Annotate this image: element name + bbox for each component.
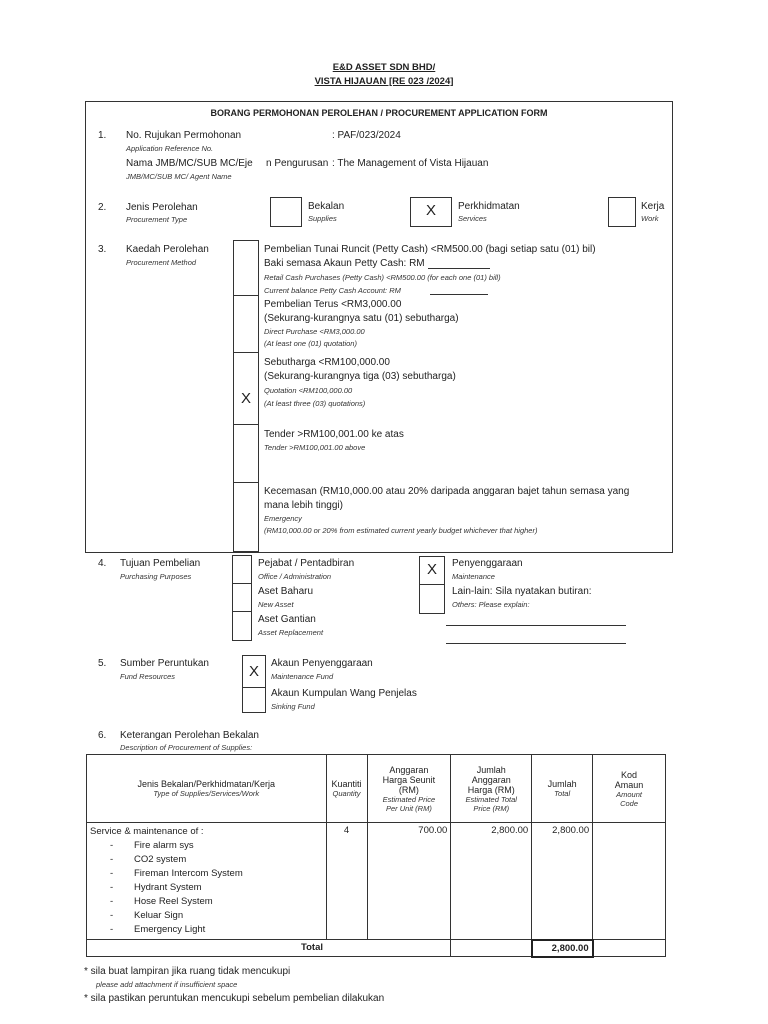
option-work-label-en: Work	[641, 214, 659, 223]
ref-label: No. Rujukan Permohonan	[126, 130, 242, 141]
section-6-number: 6.	[98, 730, 107, 741]
list-item: - CO2 system	[110, 854, 187, 865]
description-label: Keterangan Perolehan Bekalan	[120, 730, 259, 741]
total-label: Total	[87, 940, 327, 957]
procurement-type-label-en: Procurement Type	[126, 215, 188, 224]
emergency-line2: mana lebih tinggi)	[264, 500, 343, 511]
maintenance-fund-label: Akaun Penyenggaraan	[271, 658, 373, 669]
section-2-number: 2.	[98, 202, 107, 213]
col-type: Jenis Bekalan/Perkhidmatan/Kerja Type of Supplies/Services/Work	[87, 755, 327, 823]
company-name: E&D ASSET SDN BHD/	[332, 62, 436, 73]
section-3-number: 3.	[98, 244, 107, 255]
col-sum: Jumlah Total	[532, 755, 593, 823]
emergency-line1: Kecemasan (RM10,000.00 atau 20% daripada anggaran bajet tahun semasa yang	[264, 486, 630, 497]
sum-cell: 2,800.00	[532, 823, 593, 940]
col-code: Kod Amaun Amount Code	[593, 755, 666, 823]
list-item: - Keluar Sign	[110, 910, 184, 921]
checkbox-sinking-fund[interactable]	[242, 687, 266, 713]
code-cell	[593, 823, 666, 940]
checkbox-petty-cash[interactable]	[233, 240, 259, 297]
list-item: - Hose Reel System	[110, 896, 213, 907]
option-work-label: Kerja	[641, 201, 665, 212]
purpose-label-en: Purchasing Purposes	[120, 572, 192, 581]
maintenance-fund-label-en: Maintenance Fund	[271, 672, 334, 681]
emergency-line4: (RM10,000.00 or 20% from estimated current yearly budget whichever that higher)	[264, 526, 538, 535]
option-supplies-label-en: Supplies	[308, 214, 337, 223]
sinking-fund-label: Akaun Kumpulan Wang Penjelas	[271, 688, 417, 699]
list-item: - Fire alarm sys	[110, 840, 194, 851]
table-header-row	[87, 755, 666, 823]
direct-line1: Pembelian Terus <RM3,000.00	[264, 299, 402, 310]
maintenance-label: Penyenggaraan	[452, 558, 523, 569]
note-2: * sila pastikan peruntukan mencukupi sebelum pembelian dilakukan	[84, 993, 385, 1004]
agent-label: Nama JMB/MC/SUB MC/Eje	[126, 158, 253, 169]
procurement-type-label: Jenis Perolehan	[126, 202, 198, 213]
option-services-label-en: Services	[458, 214, 487, 223]
col-unit-price: Anggaran Harga Seunit (RM) Estimated Price Per Unit (RM)	[367, 755, 451, 823]
section-5-number: 5.	[98, 658, 107, 669]
direct-line4: (At least one (01) quotation)	[264, 339, 357, 348]
row-title: Service & maintenance of :	[90, 826, 204, 837]
procurement-method-label: Kaedah Perolehan	[126, 244, 209, 255]
section-1-number: 1.	[98, 130, 107, 141]
petty-balance-line-en	[430, 294, 488, 295]
list-item: - Hydrant System	[110, 882, 202, 893]
purpose-label: Tujuan Pembelian	[120, 558, 201, 569]
list-item: - Fireman Intercom System	[110, 868, 243, 879]
agent-label-en: JMB/MC/SUB MC/ Agent Name	[126, 172, 232, 181]
fund-label-en: Fund Resources	[120, 672, 176, 681]
checkbox-services[interactable]: X	[410, 197, 452, 227]
checkbox-supplies[interactable]	[270, 197, 302, 227]
checkbox-work[interactable]	[608, 197, 636, 227]
option-supplies-label: Bekalan	[308, 201, 345, 212]
note-1-en: please add attachment if insufficient space	[96, 980, 238, 989]
checkbox-maintenance-fund[interactable]: X	[242, 655, 266, 689]
quotation-line1: Sebutharga <RM100,000.00	[264, 357, 390, 368]
ref-value: : PAF/023/2024	[332, 130, 401, 141]
checkbox-tender[interactable]	[233, 424, 259, 484]
others-line-1	[446, 625, 626, 626]
emergency-line3: Emergency	[264, 514, 302, 523]
checkbox-direct-purchase[interactable]	[233, 295, 259, 354]
checkbox-quotation[interactable]: X	[233, 352, 259, 426]
petty-cash-line1: Pembelian Tunai Runcit (Petty Cash) <RM500.00 (bagi setiap satu (01) bil)	[264, 244, 596, 255]
col-qty: Kuantiti Quantity	[326, 755, 367, 823]
others-label: Lain-lain: Sila nyatakan butiran:	[452, 586, 592, 597]
ref-label-en: Application Reference No.	[126, 144, 214, 153]
new-asset-label-en: New Asset	[258, 600, 294, 609]
replacement-label: Aset Gantian	[258, 614, 316, 625]
section-4-number: 4.	[98, 558, 107, 569]
col-total-price: Jumlah Anggaran Harga (RM) Estimated Total Price (RM)	[451, 755, 532, 823]
agent-value: : The Management of Vista Hijauan	[332, 158, 489, 169]
checkbox-office[interactable]	[232, 555, 252, 585]
direct-line2: (Sekurang-kurangnya satu (01) sebutharga)	[264, 313, 459, 324]
checkbox-emergency[interactable]	[233, 482, 259, 552]
petty-balance-line	[428, 268, 490, 269]
tender-line1: Tender >RM100,001.00 ke atas	[264, 429, 404, 440]
office-label: Pejabat / Pentadbiran	[258, 558, 355, 569]
form-title: BORANG PERMOHONAN PEROLEHAN / PROCUREMENT APPLICATION FORM	[210, 108, 548, 118]
items-cell	[87, 823, 327, 940]
checkbox-maintenance[interactable]: X	[419, 556, 445, 586]
checkbox-new-asset[interactable]	[232, 583, 252, 613]
items-table	[86, 754, 666, 958]
checkbox-others[interactable]	[419, 584, 445, 614]
note-1: * sila buat lampiran jika ruang tidak mencukupi	[84, 966, 291, 977]
new-asset-label: Aset Baharu	[258, 586, 314, 597]
agent-label-tail: n Pengurusan	[266, 158, 329, 169]
replacement-label-en: Asset Replacement	[258, 628, 324, 637]
grand-total: 2,800.00	[532, 940, 593, 957]
table-row	[87, 823, 666, 940]
checkbox-asset-replacement[interactable]	[232, 611, 252, 641]
direct-line3: Direct Purchase <RM3,000.00	[264, 327, 365, 336]
fund-label: Sumber Peruntukan	[120, 658, 209, 669]
list-item: - Emergency Light	[110, 924, 206, 935]
others-label-en: Others: Please explain:	[452, 600, 530, 609]
maintenance-label-en: Maintenance	[452, 572, 495, 581]
description-label-en: Description of Procurement of Supplies:	[120, 743, 253, 752]
total-price-cell: 2,800.00	[451, 823, 532, 940]
project-name: VISTA HIJAUAN [RE 023 /2024]	[314, 76, 454, 87]
petty-cash-line4: Current balance Petty Cash Account: RM	[264, 286, 401, 295]
procurement-method-label-en: Procurement Method	[126, 258, 197, 267]
quotation-line3: Quotation <RM100,000.00	[264, 386, 353, 395]
unit-price-cell: 700.00	[367, 823, 451, 940]
others-line-2	[446, 643, 626, 644]
petty-cash-line3: Retail Cash Purchases (Petty Cash) <RM500.00 (for each one (01) bill)	[264, 273, 501, 282]
qty-cell: 4	[326, 823, 367, 940]
office-label-en: Office / Administration	[258, 572, 332, 581]
total-row	[87, 940, 666, 957]
quotation-line2: (Sekurang-kurangnya tiga (03) sebutharga)	[264, 371, 456, 382]
sinking-fund-label-en: Sinking Fund	[271, 702, 315, 711]
option-services-label: Perkhidmatan	[458, 201, 520, 212]
tender-line2: Tender >RM100,001.00 above	[264, 443, 366, 452]
petty-cash-line2: Baki semasa Akaun Petty Cash: RM	[264, 258, 425, 269]
quotation-line4: (At least three (03) quotations)	[264, 399, 366, 408]
